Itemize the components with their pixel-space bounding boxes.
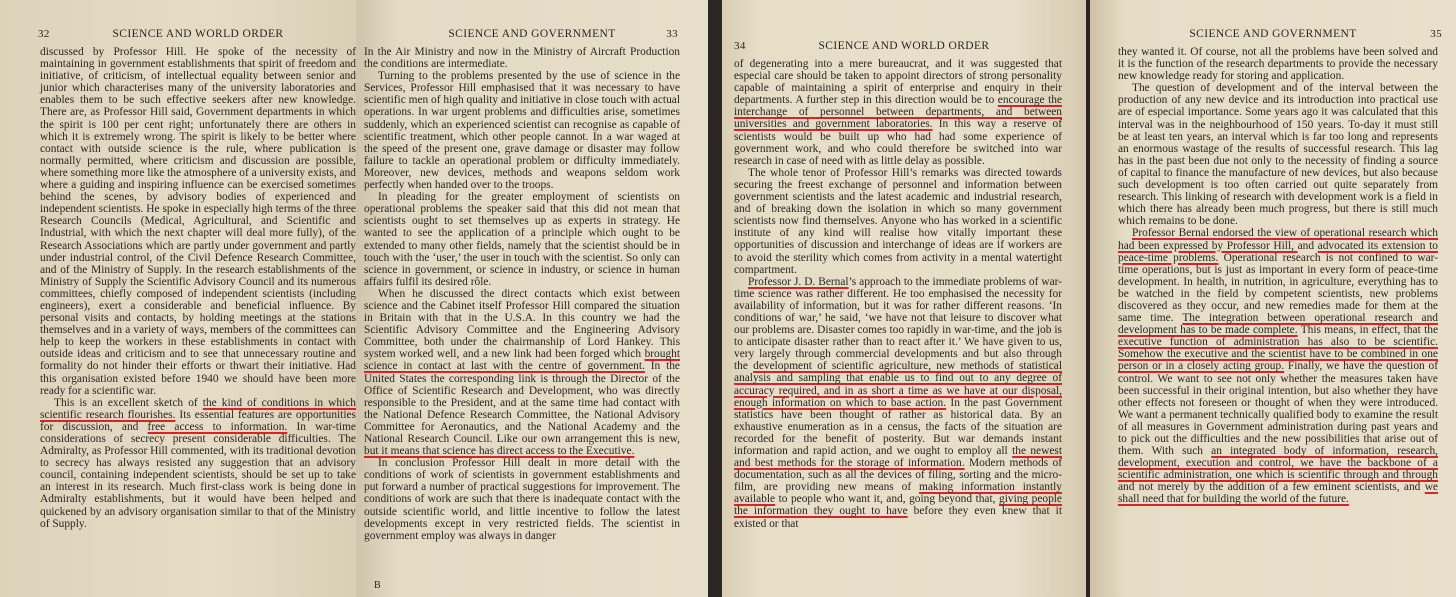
underlined-passage: The integration between operational research and development has to be made complete. [1118, 312, 1438, 337]
paragraph [734, 276, 1062, 530]
running-head-title: SCIENCE AND WORLD ORDER [818, 40, 990, 52]
text-run: This means, in effect, that the [1297, 324, 1438, 337]
page-34 [722, 0, 1086, 597]
text-run: Modern methods of documentation, such as all the devices of filing, sorting and the micro-film, are providing new means of [734, 457, 1063, 494]
text-run: This is an excellent sketch of [54, 396, 203, 409]
page-number: 35 [1430, 28, 1442, 40]
paragraph [734, 58, 1062, 167]
underlined-passage: we shall need that for building the world of the future. [1118, 481, 1438, 506]
text-run: When he discussed the direct contacts which exist between science and the Cabinet itself Professor Hill compared the situation in Britain with that in the U.S.A. In this country we had the Scientific Advisory Committee and the Engineering Advisory Committee, both under the chairmanship of Lord Hankey. This system worked well, and a new link had been forged which [364, 287, 680, 361]
paragraph [364, 191, 680, 288]
underlined-passage: Professor Bernal endorsed the view of operational research which had been expressed by Professor Hill, [1118, 227, 1438, 252]
paragraph [364, 46, 680, 70]
underlined-passage: the newest and best methods for the storage of information. [734, 445, 1062, 470]
paragraph [1118, 82, 1438, 227]
underlined-passage: free access to information. [147, 420, 288, 433]
underlined-passage: but it means that science has direct access to the Executive. [364, 445, 635, 458]
text-run: Finally, we have the question of control. We want to see not only whether the measures taken have been successful in their original intention, but also whether they have other effects not foreseen or thought of when they were introduced. We want a permanent technically qualified body to examine the result of all measures in Government administration during past years and to pick out the difficulties and the new possibilities that arise out of them. With such [1118, 360, 1438, 458]
text-run: and [1297, 239, 1318, 252]
text-run: Its essential features are opportunities for discussion, and [40, 408, 356, 433]
underlined-passage: executive function of administration has also to be scientific. Somehow the executive and the scientist have to be combined in one person or in a closely acting group. [1118, 336, 1438, 373]
text-run: discussed by Professor Hill. He spoke of the necessity of maintaining in government establishments that spirit of freedom and initiative, of criticism, of intellectual equality between senior and junior which characterises many of the university laboratories and enables them to be such effective seekers after new knowledge. There are, as Professor Hill said, Government departments in which the spirit is 100 per cent right; unfortunately there are others in which it is extremely wrong. The spirit is likely to be better where contact with outside science is the rule, where publication is normally permitted, where criticism and discussion are possible, where something more like the atmosphere of a university exists, and where a guiding and inspiring influence can be exercised sometimes behind the scenes, by advisory bodies of experienced and independent scientists. He spoke in especially high terms of the three Research Councils (Medical, Agricultural, and Scientific and Industrial, with which the next chapter will deal more fully), of the Research Associations which are partly under government and partly under industrial control, of the Civil Defence Research Committee, and of the Ministry of Supply. In the research establishments of the Ministry of Supply the Scientific Advisory Council and its numerous committees, chiefly composed of independent scientists (including engineers), exert a considerable and beneficial influence. By personal visits and contacts, by holding meetings at the stations themselves and in a variety of ways, members of the committees can help to keep the workers in these establishments in contact with outside ideas and criticism and to see that unnecessary routine and formality do not hinder their efforts or thwart their initiative. Had this organisation existed before 1940 we should have been more ready for a scientific war. [40, 46, 356, 397]
page-body [734, 58, 1062, 530]
text-run: and not merely by the addition of a few eminent scientists, and [1118, 481, 1425, 494]
text-run: In conclusion Professor Hill dealt in more detail with the conditions of work of scientists in government establishments and put forward a number of practical suggestions for improvement. The conditions of work are such that there is inadequate contact with the outside scientific world, and little incentive to follow the latest developments except in very restricted fields. The scientist in government employ was always in danger [364, 457, 680, 542]
paragraph [734, 167, 1062, 276]
text-run: Operational research is not confined to war-time operations, but is just as important in every form of peace-time development. In health, in nutrition, in agriculture, everything has to be watched in the field by competent scientists, new problems discovered as they occur, and new remedies made for them at the same time. [1118, 251, 1439, 325]
text-run: The question of development and of the interval between the production of any new device and its introduction into practical use are of especial importance. Some years ago it was calculated that this interval was in the neighbourhood of 150 years. To-day it must still be at least ten years, an interval which is far too long and represents an enormous wastage of the results of successful research. This lag has in the past been due not only to the necessity of finding a source of capital to finance the manufacture of new devices, but also because such development is too often carried out quite separately from research. This linking of research with development work is a field in which there has already been much progress, but there is still much which remains to be done. [1118, 82, 1438, 228]
underlined-passage: the kind of conditions in which scientific research flourishes. [40, 396, 356, 421]
underlined-passage: advocated its extension to peace-time problems. [1118, 239, 1438, 264]
page-body [1118, 46, 1438, 506]
paragraph [40, 397, 356, 530]
paragraph [364, 457, 680, 542]
page-body [364, 46, 680, 542]
page-35 [1090, 0, 1456, 597]
underlined-passage: making information instantly available [734, 481, 1062, 506]
page-number: 32 [38, 28, 50, 40]
page-32 [0, 0, 356, 597]
text-run: In this way a reserve of scientists would be built up who had had some experience of government work, and who could therefore be switched into war research in case of need with as little delay as possible. [734, 118, 1063, 167]
running-head [1090, 28, 1456, 44]
text-run: In the United States the corresponding link is through the Director of the Office of Scientific Research and Development, who was directly responsible to the President, and at the same time had contact with the National Defence Research Committee, the National Advisory Committee for Aeronautics, and the National Academy and the National Research Council. Like our own arrangement this is new, [364, 360, 680, 445]
paragraph [1118, 46, 1438, 82]
text-run: ’s approach to the immediate problems of war-time science was rather different. He too emphasised the necessity for availability of information, but it was for rather different reasons. ‘In conditions of war,’ he said, ‘we have not that leisure to discover what our problems are. Disaster comes too rapidly in war-time, and the job is to anticipate disaster rather than to react after it.’ We have given to us, very largely through commercial developments and but also through the [734, 275, 1062, 373]
signature-mark: B [374, 580, 381, 591]
paragraph [1118, 227, 1438, 505]
center-gap [708, 0, 722, 597]
page-number: 33 [666, 28, 678, 40]
underlined-passage: encourage the interchange of personnel between departments, and between universities and government laboratories. [734, 94, 1062, 131]
paragraph [364, 288, 680, 457]
running-head-title: SCIENCE AND GOVERNMENT [448, 28, 616, 40]
text-run: they wanted it. Of course, not all the problems have been solved and it is the function of the research departments to provide the necessary new knowledge ready for storing and application. [1118, 46, 1438, 83]
text-run: Turning to the problems presented by the use of science in the Services, Professor Hill emphasised that it was necessary to have scientific men of high quality and initiative in close touch with actual operations. In war urgent problems and difficulties arise, sometimes suddenly, which an experienced scientist can recognise as capable of scientific treatment, which other people cannot. In a war waged at the speed of the present one, grave damage or disaster may follow failure to tackle an operational problem or difficulty immediately. Moreover, new devices, methods and weapons seldom work perfectly when handed over to the troops. [364, 70, 681, 192]
text-run: before they even knew that it existed or that [734, 505, 1062, 530]
underlined-passage: brought science in contact at last with the centre of government. [364, 348, 680, 373]
page-body [40, 46, 356, 530]
text-run: The whole tenor of Professor Hill’s remarks was directed towards securing the freest exchange of personnel and information between government scientists and the latest academic and industrial research, and of breaking down the isolation in which so many government scientists now find themselves. Anyone who has worked in a scientific institute of any kind will realise how vitally important these opportunities of discussion and interchange of ideas are if workers are to avoid the sterility which comes from activity in a mental watertight compartment. [734, 166, 1062, 276]
page-33 [356, 0, 708, 597]
text-run: to people who want it, and, going beyond that, [775, 493, 1000, 506]
text-run: In war-time considerations of secrecy present considerable difficulties. The Admiralty, as Professor Hill commented, with its traditional devotion to secrecy has always resisted any suggestion that an advisory council, containing independent scientists, should be set up to take an interest in its research. Much first-class work is being done in Admiralty establishments, but it would have been helped and quickened by an advisory organisation similar to that of the Ministry of Supply. [40, 420, 356, 530]
page-number: 34 [734, 40, 746, 52]
text-run: of degenerating into a mere bureaucrat, and it was suggested that especial care should be taken to appoint directors of strong personality capable of maintaining a spirit of enterprise and enquiry in their departments. A further step in this direction would be to [734, 58, 1062, 107]
underlined-passage: an integrated body of information, research, development, execution and control, we have the backbone of a scientific administration, one which is scientific through and through [1118, 445, 1438, 482]
underlined-passage: Professor J. D. Bernal [748, 275, 849, 288]
running-head-title: SCIENCE AND WORLD ORDER [112, 28, 284, 40]
underlined-passage: development of scientific agriculture, new methods of statistical analysis and sampling that enable us to find out to any degree of accuracy required, and in as short a time as we have at our disposal, enough information on which to base action. [734, 360, 1062, 409]
running-head-title: SCIENCE AND GOVERNMENT [1189, 28, 1357, 40]
running-head [0, 28, 356, 44]
text-run: In the Air Ministry and now in the Ministry of Aircraft Production the conditions are intermediate. [364, 46, 680, 71]
paragraph [40, 46, 356, 397]
text-run: In pleading for the greater employment of scientists on operational problems the speaker said that this did not mean that scientists ought to set themselves up as experts in strategy. He wanted to see the application of a principle which ought to be extended to many other fields, namely that the scientist should be in touch with the ‘user,’ the user in touch with the scientist. So only can science in government, or science in industry, or science in human affairs fulfil its desired rôle. [364, 191, 680, 288]
underlined-passage: giving people the information they ought to have [734, 493, 1062, 518]
text-run: In the past Government statistics have been thought of rather as historical data. By an exhaustive enumeration as in a census, the facts of the situation are recorded for the benefit of posterity. But war demands instant information and rapid action, and we ought to employ all [734, 396, 1062, 457]
running-head [722, 40, 1086, 56]
running-head [356, 28, 708, 44]
paragraph [364, 70, 680, 191]
